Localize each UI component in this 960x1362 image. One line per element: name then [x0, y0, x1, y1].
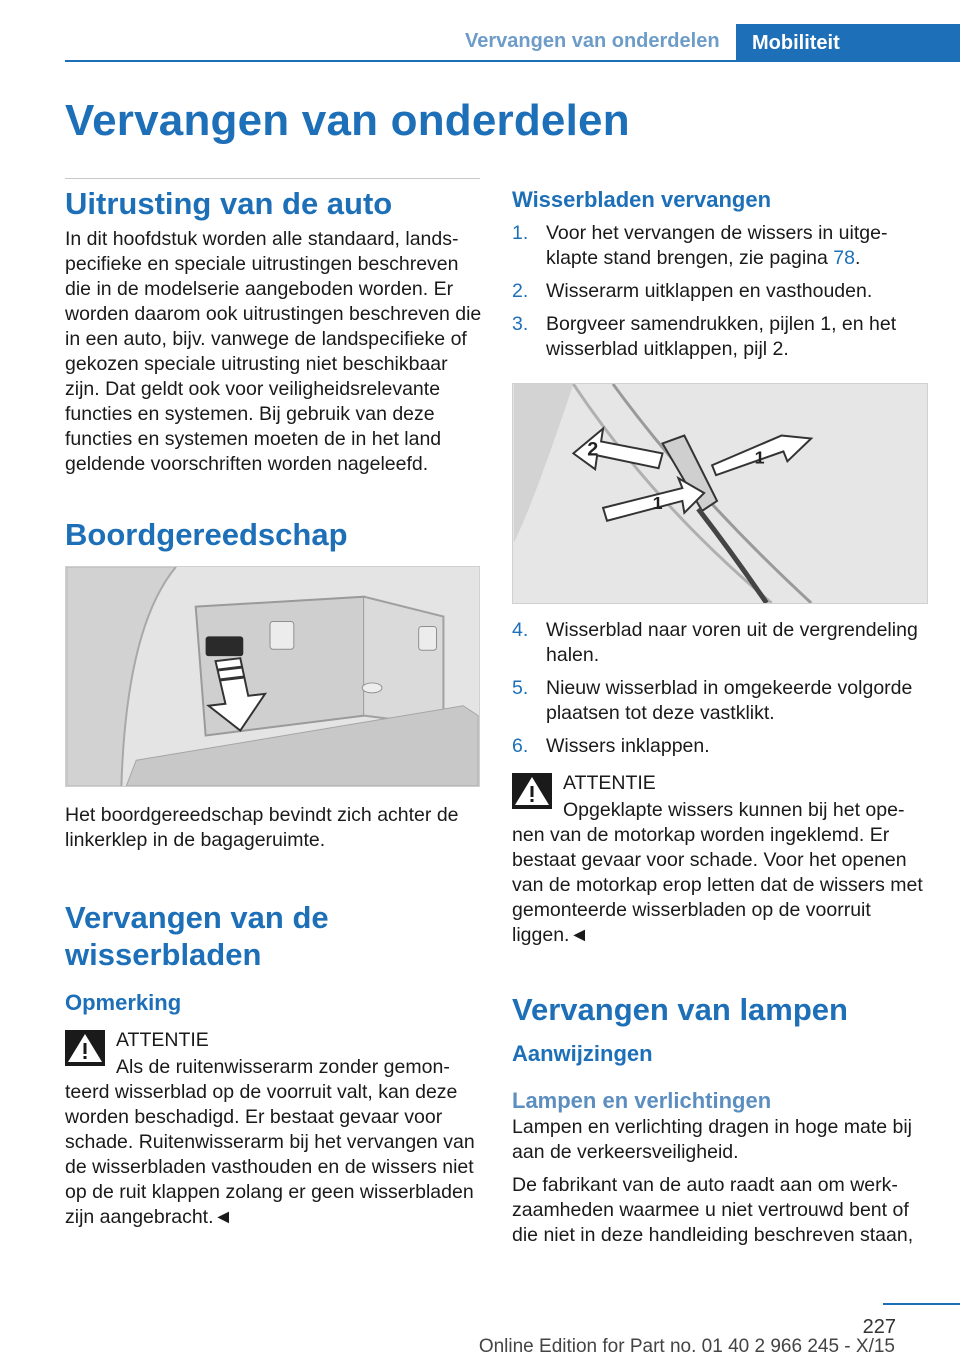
footer-rule: [883, 1303, 960, 1305]
steps-list-a: [512, 221, 930, 362]
replace-wiper-heading: Wisserbladen vervangen: [512, 187, 772, 212]
equipment-body: In dit hoofdstuk worden alle standaard, landspecifieke en speciale uitrustingen beschreven die in de modelserie aangeboden worden. Er worden daarom ook uitrustingen beschreven die in een auto, bijv. vanwege de landspecifieke of gekozen speciale uitrusting niet beschikbaar zijn. Dat geldt ook voor veiligheidsrelevante functies en systemen. Bij gebruik van deze functies en systemen moeten de in het land geldende voorschriften worden nageleefd.: [65, 227, 482, 475]
left-column: [65, 182, 483, 1230]
section-tab[interactable]: Mobiliteit: [736, 24, 960, 62]
wiper-warning: [65, 1028, 483, 1230]
hints-heading: Aanwijzingen: [512, 1041, 653, 1067]
svg-text:1: 1: [652, 492, 663, 513]
steps-list-b: [512, 618, 930, 759]
page-header: [65, 0, 960, 62]
page-link[interactable]: 78: [833, 246, 855, 269]
warning-text: Als de ruitenwisserarm zonder gemonteerd wisserblad op de voorruit valt, kan deze worden beschadigd. Er bestaat gevaar voor schade. Ruitenwisserarm bij het vervangen van de wisserbladen vasthouden en de wissers niet op de ruit klappen zolang er geen wisserbladen zijn aangebracht.◄: [65, 1055, 475, 1228]
equipment-heading: Uitrusting van de auto: [65, 186, 393, 221]
list-item: 5. Nieuw wisserblad in omgekeerde volgorde plaatsen tot deze vastklikt.: [512, 676, 913, 724]
warning-text: Opgeklapte wissers kunnen bij het openen van de motorkap worden ingeklemd. Er bestaat gevaar voor schade. Voor het openen van de motorkap erop letten dat de wissers met gemonteerde wisserbladen op de voorruit liggen.◄: [512, 798, 923, 946]
lamps-heading: Vervangen van lampen: [512, 991, 848, 1027]
lights-subheading: Lampen en verlichtingen: [512, 1087, 772, 1113]
list-item: 4. Wisserblad naar voren uit de vergrendeling halen.: [512, 618, 918, 666]
right-column: [512, 182, 930, 1248]
list-item: 2. Wisserarm uitklappen en vasthouden.: [512, 279, 873, 302]
hood-warning: [512, 771, 930, 948]
wipers-heading: Vervangen van de wisserbladen: [65, 900, 329, 972]
list-item: 6. Wissers inklappen.: [512, 734, 710, 757]
toolkit-caption: Het boordgereedschap bevindt zich achter de linkerklep in de bagageruimte.: [65, 804, 459, 852]
svg-text:2: 2: [587, 437, 599, 460]
warning-icon: [512, 773, 552, 809]
wiper-illustration: [512, 383, 928, 604]
note-heading: Opmerking: [65, 990, 182, 1016]
title-divider: [65, 178, 480, 179]
warning-label: ATTENTIE: [116, 1028, 209, 1051]
header-breadcrumb[interactable]: Vervangen van onderdelen: [465, 30, 720, 52]
lamps-paragraph-1: Lampen en verlichting dragen in hoge mate bij aan de verkeersveiligheid.: [512, 1116, 913, 1164]
list-item: 3. Borgveer samendrukken, pijlen 1, en het wisserblad uitklappen, pijl 2.: [512, 312, 897, 360]
toolkit-flap: [206, 637, 244, 657]
header-rule: [65, 60, 960, 62]
toolkit-illustration: [65, 566, 480, 787]
lamps-paragraph-2: De fabrikant van de auto raadt aan om werkzaamheden waarmee u niet vertrouwd bent of die niet in deze handleiding beschreven staan,: [512, 1174, 914, 1247]
edition-footer: Online Edition for Part no. 01 40 2 966 245 - X/15: [478, 1336, 895, 1357]
svg-text:1: 1: [754, 446, 765, 467]
toolkit-heading: Boordgereedschap: [65, 516, 348, 552]
warning-label: ATTENTIE: [563, 771, 656, 794]
warning-icon: [65, 1030, 105, 1066]
page-number: 227: [862, 1316, 896, 1338]
page-title: Vervangen van onderdelen: [65, 96, 630, 145]
list-item: 1. Voor het vervangen de wissers in uitgeklapte stand brengen, zie pagina 78.: [512, 221, 888, 269]
